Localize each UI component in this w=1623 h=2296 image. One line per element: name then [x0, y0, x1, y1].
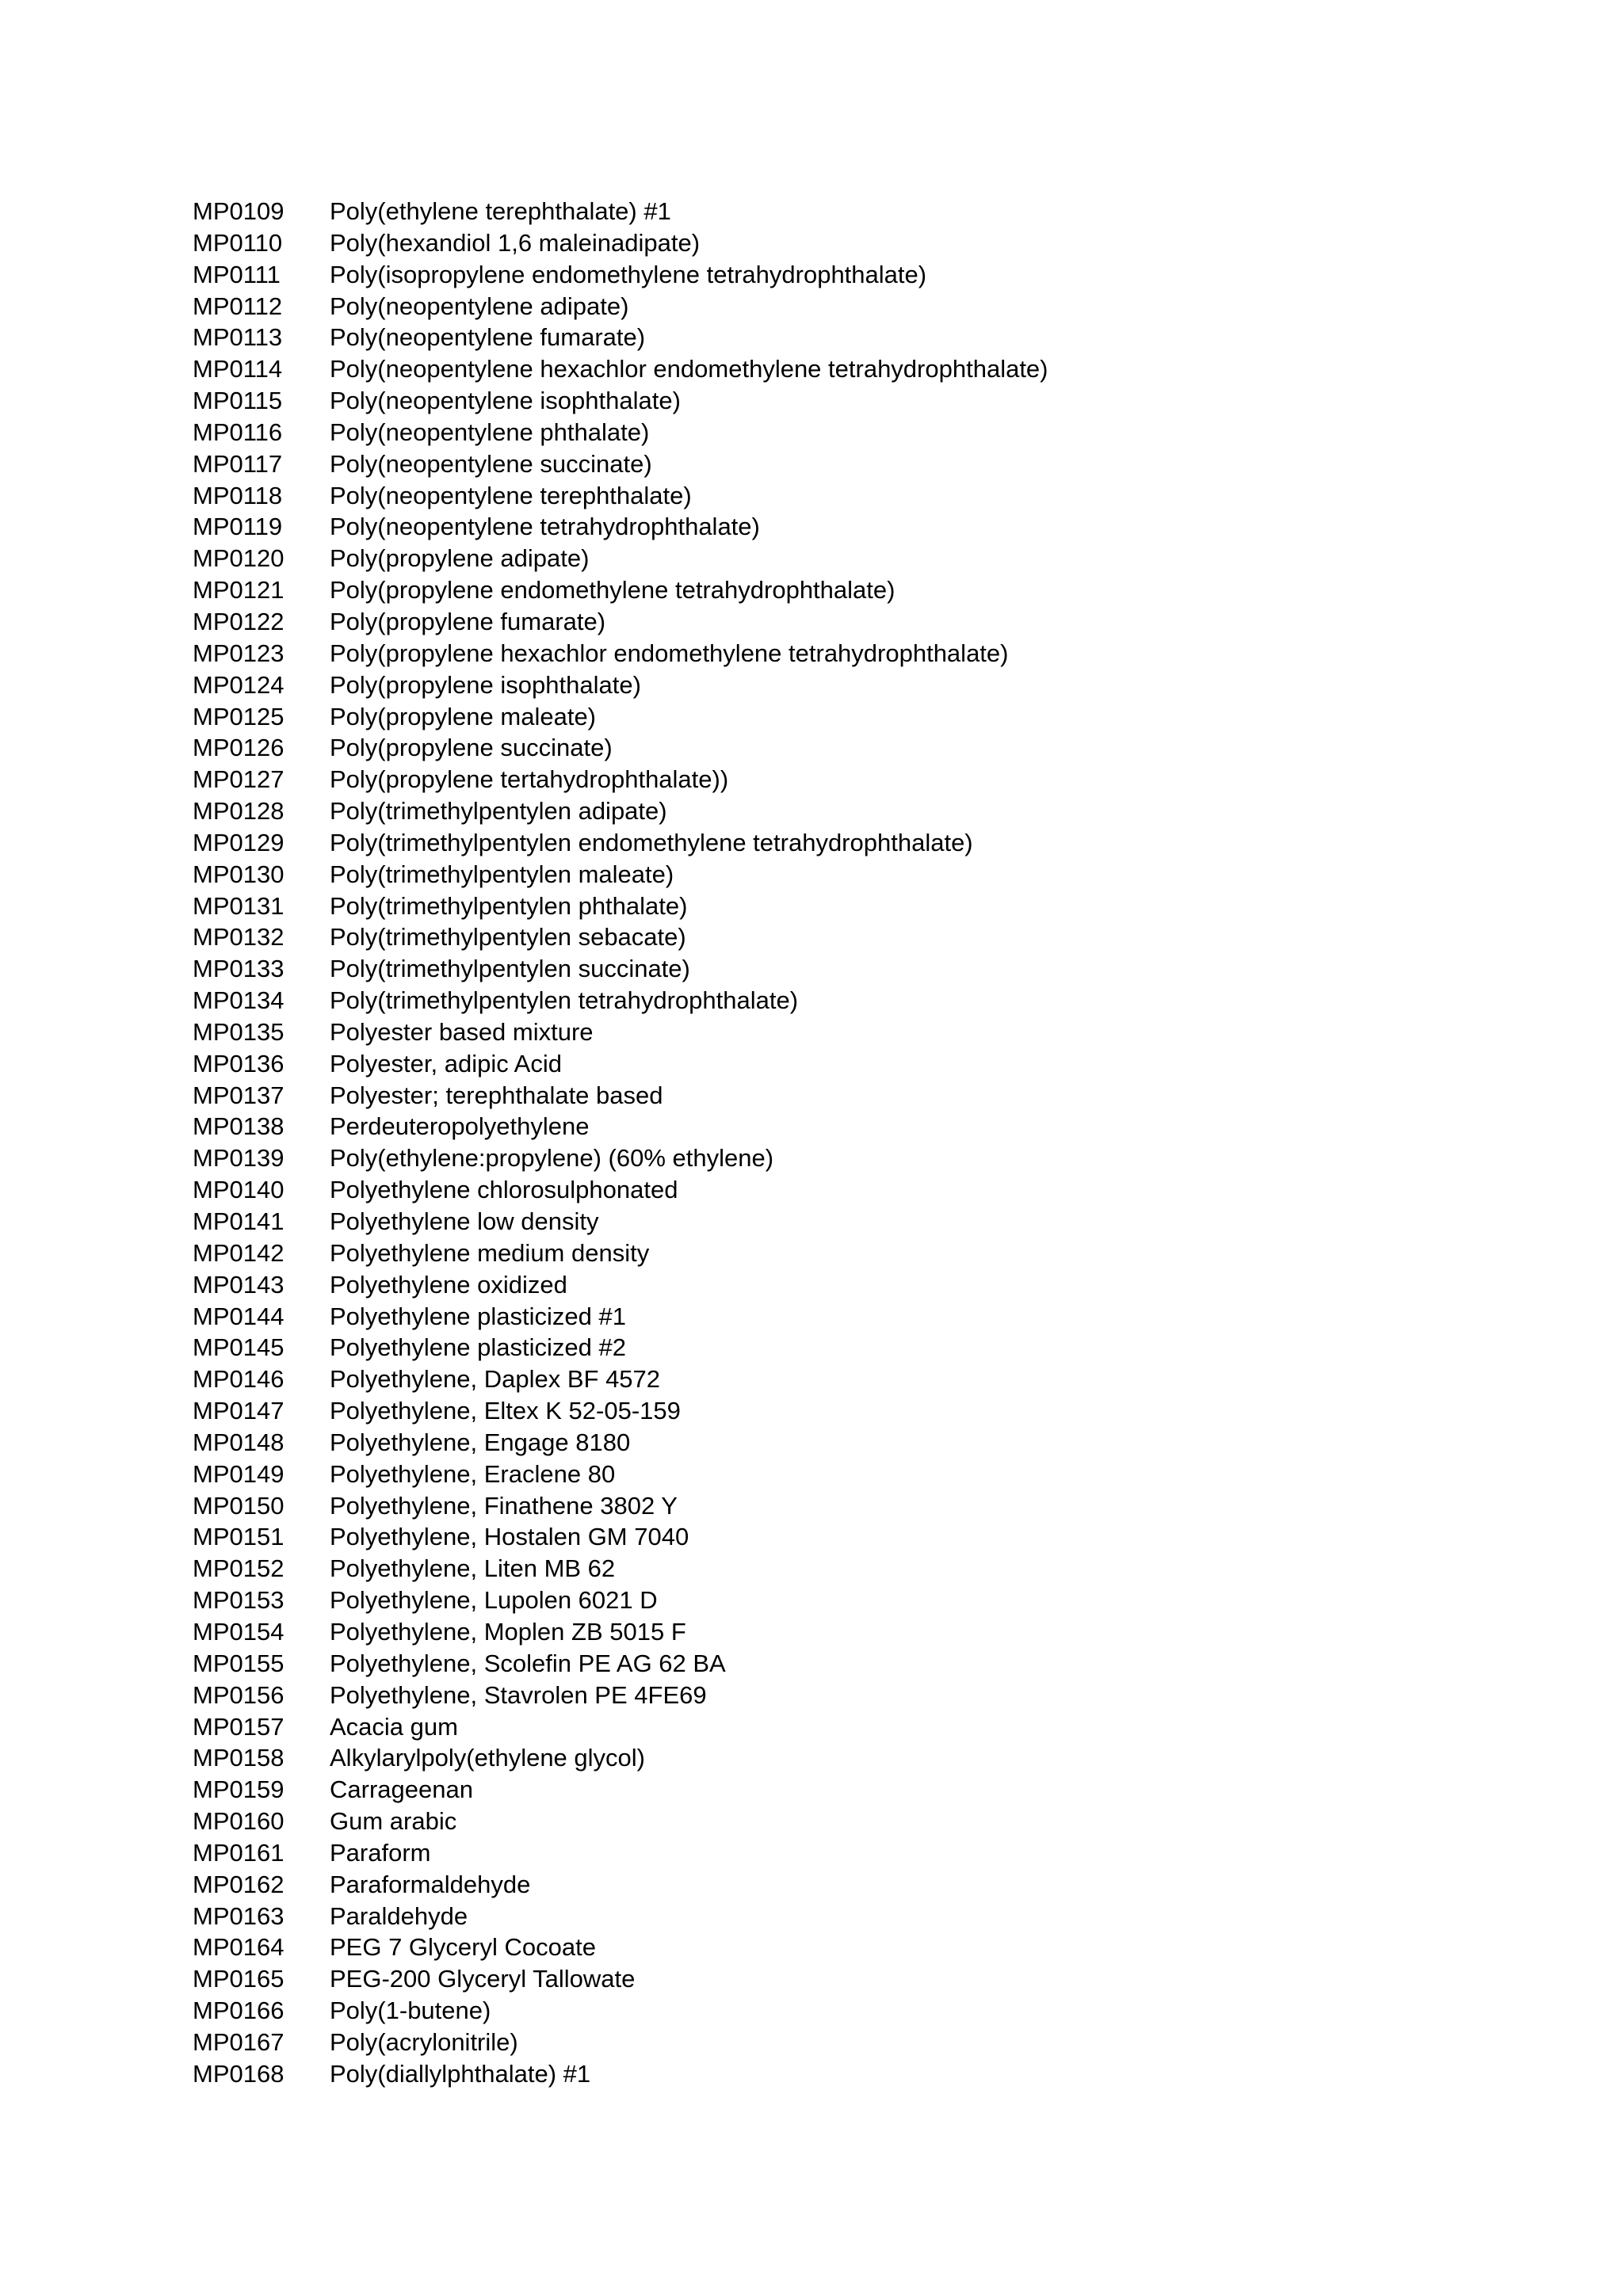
entry-name: Polyester, adipic Acid	[330, 1049, 562, 1077]
list-item	[193, 1016, 1048, 1048]
list-item	[193, 353, 1048, 385]
entry-name: Poly(trimethylpentylen sebacate)	[330, 923, 686, 952]
entry-list	[193, 196, 1048, 2090]
entry-code: MP0147	[193, 1397, 285, 1425]
entry-code: MP0157	[193, 1712, 285, 1741]
entry-code: MP0141	[193, 1207, 285, 1235]
entry-code: MP0111	[193, 260, 281, 288]
entry-code: MP0154	[193, 1617, 285, 1646]
list-item	[193, 1932, 1048, 1963]
entry-code: MP0117	[193, 449, 283, 478]
entry-code: MP0148	[193, 1428, 285, 1456]
list-item	[193, 891, 1048, 922]
entry-name: Polyethylene medium density	[330, 1238, 650, 1267]
list-item	[193, 732, 1048, 764]
entry-name: Poly(ethylene terephthalate) #1	[330, 197, 671, 225]
entry-code: MP0145	[193, 1333, 285, 1362]
entry-code: MP0150	[193, 1491, 285, 1520]
list-item	[193, 543, 1048, 574]
entry-name: Poly(neopentylene adipate)	[330, 292, 629, 320]
entry-name: Perdeuteropolyethylene	[330, 1112, 590, 1141]
entry-code: MP0166	[193, 1997, 285, 2025]
list-item	[193, 259, 1048, 291]
entry-name: Poly(neopentylene terephthalate)	[330, 481, 692, 509]
list-item	[193, 1806, 1048, 1837]
list-item	[193, 1490, 1048, 1522]
entry-code: MP0138	[193, 1112, 285, 1141]
entry-name: Polyethylene plasticized #1	[330, 1302, 626, 1330]
entry-code: MP0152	[193, 1554, 285, 1583]
list-item	[193, 1616, 1048, 1648]
entry-code: MP0116	[193, 418, 283, 446]
entry-code: MP0161	[193, 1838, 285, 1867]
list-item	[193, 574, 1048, 606]
list-item	[193, 1837, 1048, 1869]
list-item	[193, 480, 1048, 512]
list-item	[193, 511, 1048, 543]
list-item	[193, 795, 1048, 827]
entry-name: Poly(trimethylpentylen phthalate)	[330, 891, 688, 920]
entry-name: Polyethylene, Hostalen GM 7040	[330, 1523, 689, 1551]
entry-code: MP0110	[193, 228, 283, 257]
entry-code: MP0151	[193, 1523, 285, 1551]
entry-code: MP0124	[193, 670, 285, 699]
entry-code: MP0168	[193, 2059, 285, 2088]
entry-code: MP0162	[193, 1870, 285, 1898]
entry-code: MP0146	[193, 1365, 285, 1394]
entry-name: Poly(neopentylene hexachlor endomethylene tetrahydrophthalate)	[330, 355, 1048, 383]
entry-name: Poly(propylene fumarate)	[330, 607, 606, 635]
entry-name: Polyethylene, Scolefin PE AG 62 BA	[330, 1649, 726, 1677]
list-item	[193, 921, 1048, 953]
list-item	[193, 1332, 1048, 1363]
entry-name: PEG-200 Glyceryl Tallowate	[330, 1965, 636, 1993]
entry-name: Poly(propylene adipate)	[330, 544, 590, 573]
list-item	[193, 1711, 1048, 1743]
entry-code: MP0134	[193, 986, 285, 1015]
entry-code: MP0130	[193, 860, 285, 888]
list-item	[193, 1048, 1048, 1080]
list-item	[193, 417, 1048, 448]
list-item	[193, 1459, 1048, 1490]
list-item	[193, 291, 1048, 322]
entry-code: MP0159	[193, 1775, 285, 1804]
entry-code: MP0128	[193, 797, 285, 826]
entry-name: Alkylarylpoly(ethylene glycol)	[330, 1744, 645, 1772]
entry-code: MP0142	[193, 1238, 285, 1267]
list-item	[193, 1427, 1048, 1459]
list-item	[193, 764, 1048, 795]
entry-name: PEG 7 Glyceryl Cocoate	[330, 1933, 596, 1962]
entry-name: Poly(1-butene)	[330, 1997, 491, 2025]
entry-name: Poly(neopentylene isophthalate)	[330, 387, 681, 415]
entry-name: Poly(propylene endomethylene tetrahydrophthalate)	[330, 576, 896, 605]
entry-name: Polyethylene plasticized #2	[330, 1333, 626, 1362]
entry-code: MP0158	[193, 1744, 285, 1772]
list-item	[193, 638, 1048, 669]
entry-name: Poly(neopentylene fumarate)	[330, 323, 646, 352]
entry-code: MP0153	[193, 1586, 285, 1615]
entry-code: MP0132	[193, 923, 285, 952]
list-item	[193, 1521, 1048, 1553]
entry-code: MP0143	[193, 1270, 285, 1299]
entry-code: MP0164	[193, 1933, 285, 1962]
entry-code: MP0109	[193, 197, 285, 225]
list-item	[193, 196, 1048, 227]
list-item	[193, 2058, 1048, 2090]
entry-name: Poly(neopentylene tetrahydrophthalate)	[330, 513, 760, 541]
list-item	[193, 385, 1048, 417]
entry-name: Poly(hexandiol 1,6 maleinadipate)	[330, 228, 701, 257]
entry-code: MP0144	[193, 1302, 285, 1330]
entry-code: MP0133	[193, 955, 285, 983]
entry-code: MP0113	[193, 323, 283, 352]
list-item	[193, 859, 1048, 891]
entry-code: MP0139	[193, 1144, 285, 1173]
entry-name: Polyethylene, Stavrolen PE 4FE69	[330, 1680, 707, 1709]
entry-name: Polyethylene, Moplen ZB 5015 F	[330, 1617, 686, 1646]
entry-name: Poly(trimethylpentylen succinate)	[330, 955, 690, 983]
entry-name: Polyethylene, Daplex BF 4572	[330, 1365, 661, 1394]
entry-name: Polyethylene oxidized	[330, 1270, 567, 1299]
entry-code: MP0155	[193, 1649, 285, 1677]
entry-name: Poly(trimethylpentylen maleate)	[330, 860, 674, 888]
list-item	[193, 1680, 1048, 1711]
entry-name: Polyethylene, Lupolen 6021 D	[330, 1586, 658, 1615]
entry-name: Polyethylene, Eraclene 80	[330, 1459, 616, 1488]
list-item	[193, 669, 1048, 701]
entry-code: MP0120	[193, 544, 285, 573]
entry-name: Poly(propylene isophthalate)	[330, 670, 641, 699]
entry-name: Polyethylene low density	[330, 1207, 599, 1235]
entry-name: Polyethylene, Liten MB 62	[330, 1554, 616, 1583]
entry-code: MP0129	[193, 828, 285, 856]
entry-code: MP0131	[193, 891, 285, 920]
entry-code: MP0123	[193, 639, 285, 667]
entry-code: MP0135	[193, 1017, 285, 1046]
list-item	[193, 1301, 1048, 1333]
entry-name: Poly(diallylphthalate) #1	[330, 2059, 591, 2088]
list-item	[193, 1585, 1048, 1616]
entry-code: MP0167	[193, 2027, 285, 2056]
list-item	[193, 2027, 1048, 2058]
entry-code: MP0126	[193, 734, 285, 762]
list-item	[193, 1238, 1048, 1269]
list-item	[193, 1553, 1048, 1585]
list-item	[193, 322, 1048, 353]
entry-name: Paraldehyde	[330, 1901, 468, 1930]
list-item	[193, 1742, 1048, 1774]
entry-code: MP0163	[193, 1901, 285, 1930]
entry-name: Polyethylene, Engage 8180	[330, 1428, 631, 1456]
list-item	[193, 1174, 1048, 1206]
entry-name: Polyethylene chlorosulphonated	[330, 1176, 678, 1204]
entry-code: MP0112	[193, 292, 283, 320]
entry-name: Paraform	[330, 1838, 431, 1867]
entry-name: Polyester; terephthalate based	[330, 1081, 663, 1109]
entry-name: Poly(propylene tertahydrophthalate))	[330, 765, 729, 794]
entry-name: Paraformaldehyde	[330, 1870, 531, 1898]
list-item	[193, 953, 1048, 985]
entry-code: MP0165	[193, 1965, 285, 1993]
entry-name: Carrageenan	[330, 1775, 473, 1804]
entry-code: MP0127	[193, 765, 285, 794]
list-item	[193, 985, 1048, 1016]
list-item	[193, 606, 1048, 638]
entry-name: Poly(trimethylpentylen endomethylene tetrahydrophthalate)	[330, 828, 973, 856]
list-item	[193, 1648, 1048, 1680]
list-item	[193, 1269, 1048, 1301]
entry-code: MP0118	[193, 481, 283, 509]
list-item	[193, 701, 1048, 733]
entry-name: Poly(propylene maleate)	[330, 702, 597, 730]
entry-code: MP0156	[193, 1680, 285, 1709]
entry-name: Poly(acrylonitrile)	[330, 2027, 518, 2056]
entry-name: Poly(propylene succinate)	[330, 734, 613, 762]
entry-name: Poly(neopentylene succinate)	[330, 449, 652, 478]
entry-code: MP0160	[193, 1807, 285, 1836]
entry-code: MP0114	[193, 355, 283, 383]
entry-name: Poly(ethylene:propylene) (60% ethylene)	[330, 1144, 774, 1173]
list-item	[193, 1142, 1048, 1174]
entry-code: MP0121	[193, 576, 285, 605]
entry-name: Poly(propylene hexachlor endomethylene tetrahydrophthalate)	[330, 639, 1009, 667]
entry-code: MP0122	[193, 607, 285, 635]
list-item	[193, 827, 1048, 859]
entry-name: Poly(trimethylpentylen tetrahydrophthalate)	[330, 986, 799, 1015]
entry-code: MP0137	[193, 1081, 285, 1109]
entry-name: Polyethylene, Finathene 3802 Y	[330, 1491, 678, 1520]
list-item	[193, 1774, 1048, 1806]
list-item	[193, 227, 1048, 259]
entry-code: MP0149	[193, 1459, 285, 1488]
list-item	[193, 1963, 1048, 1995]
entry-name: Poly(trimethylpentylen adipate)	[330, 797, 667, 826]
list-item	[193, 1901, 1048, 1932]
entry-code: MP0125	[193, 702, 285, 730]
entry-name: Acacia gum	[330, 1712, 458, 1741]
list-item	[193, 1080, 1048, 1112]
list-item	[193, 448, 1048, 480]
entry-name: Polyester based mixture	[330, 1017, 594, 1046]
entry-code: MP0140	[193, 1176, 285, 1204]
entry-code: MP0136	[193, 1049, 285, 1077]
entry-name: Polyethylene, Eltex K 52-05-159	[330, 1397, 681, 1425]
list-item	[193, 1395, 1048, 1427]
list-item	[193, 1111, 1048, 1142]
list-item	[193, 1363, 1048, 1395]
list-item	[193, 1995, 1048, 2027]
entry-name: Gum arabic	[330, 1807, 457, 1836]
entry-code: MP0119	[193, 513, 283, 541]
entry-name: Poly(neopentylene phthalate)	[330, 418, 650, 446]
entry-name: Poly(isopropylene endomethylene tetrahydrophthalate)	[330, 260, 927, 288]
list-item	[193, 1206, 1048, 1238]
entry-code: MP0115	[193, 387, 283, 415]
list-item	[193, 1869, 1048, 1901]
